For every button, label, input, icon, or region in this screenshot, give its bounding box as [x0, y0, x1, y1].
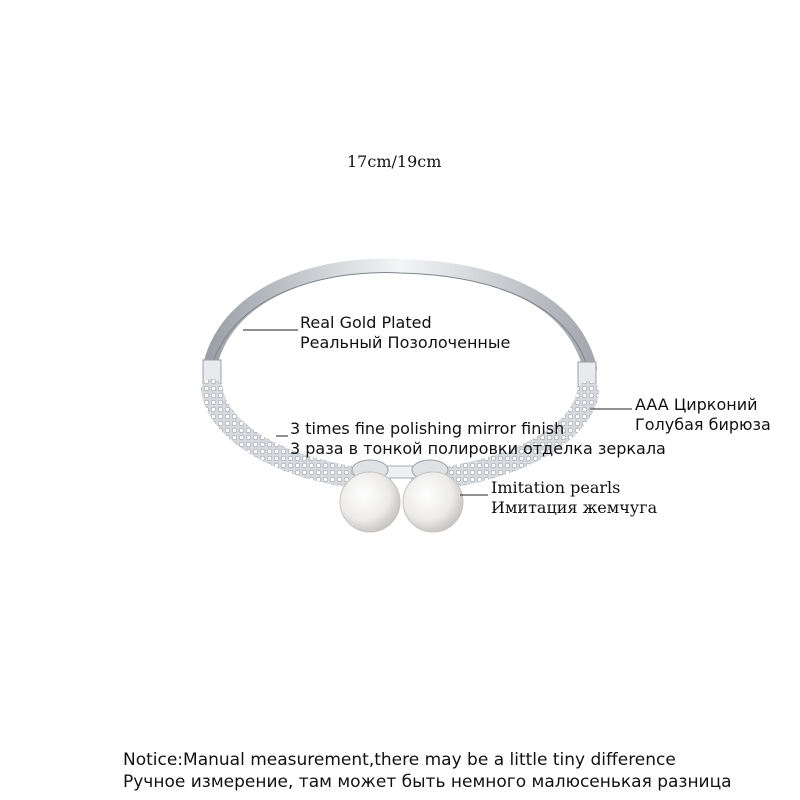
- size-label: 17cm/19cm: [347, 152, 442, 171]
- notice-ru: Ручное измерение, там может быть немного малюсенькая разница: [123, 772, 732, 792]
- callout-zircon-en: AAA Цирконий: [635, 395, 758, 414]
- callout-gold: [300, 313, 510, 353]
- pearl-right: [403, 472, 463, 532]
- callout-pearls-ru: Имитация жемчуга: [491, 498, 658, 517]
- callout-pearls: [491, 478, 657, 518]
- notice-en: Notice:Manual measurement,there may be a little tiny difference: [123, 750, 676, 770]
- callout-zircon-ru: Голубая бирюза: [635, 415, 771, 434]
- callout-gold-ru: Реальный Позолоченные: [300, 333, 511, 352]
- callout-polish-ru: 3 раза в тонкой полировки отделка зеркала: [290, 439, 666, 458]
- callout-zircon: [635, 395, 771, 435]
- callout-gold-en: Real Gold Plated: [300, 313, 432, 332]
- pearl-left: [340, 472, 400, 532]
- callout-pearls-en: Imitation pearls: [491, 478, 621, 497]
- callout-polish: [290, 419, 666, 459]
- callout-polish-en: 3 times fine polishing mirror finish: [290, 419, 565, 438]
